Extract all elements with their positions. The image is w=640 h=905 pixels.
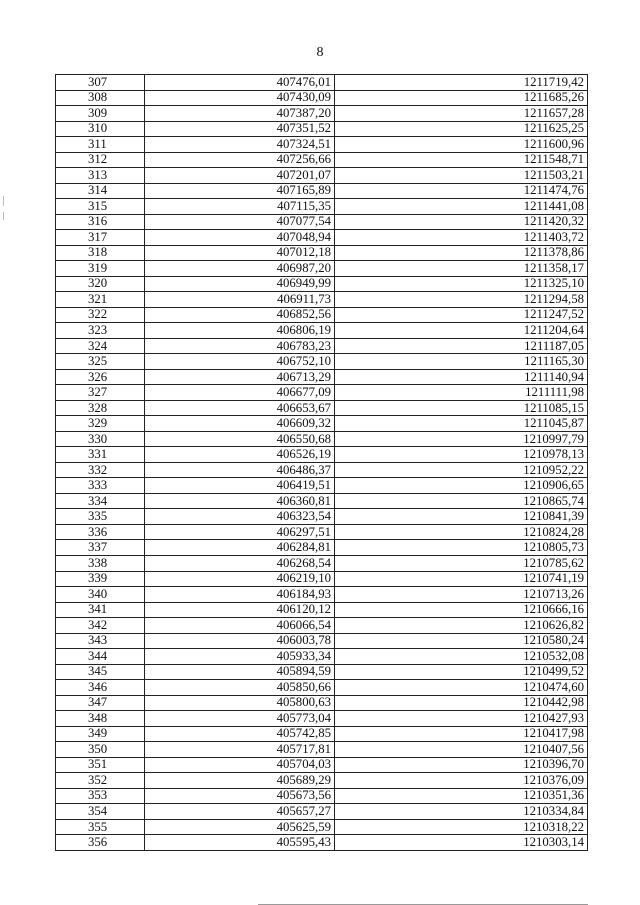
- y-coordinate-cell: 1210824,28: [335, 524, 588, 540]
- y-coordinate-cell: 1210351,36: [335, 788, 588, 804]
- point-number-cell: 344: [56, 649, 145, 665]
- x-coordinate-cell: 405625,59: [145, 819, 335, 835]
- x-coordinate-cell: 407048,94: [145, 230, 335, 246]
- page-number: 8: [316, 45, 324, 60]
- table-row: [56, 462, 588, 478]
- table-row: [56, 711, 588, 727]
- y-coordinate-cell: 1210442,98: [335, 695, 588, 711]
- y-coordinate-cell: 1210396,70: [335, 757, 588, 773]
- table-row: [56, 385, 588, 401]
- y-coordinate-cell: 1210997,79: [335, 431, 588, 447]
- point-number-cell: 352: [56, 773, 145, 789]
- table-row: [56, 509, 588, 525]
- x-coordinate-cell: 405673,56: [145, 788, 335, 804]
- x-coordinate-cell: 406486,37: [145, 462, 335, 478]
- x-coordinate-cell: 405773,04: [145, 711, 335, 727]
- y-coordinate-cell: 1211085,15: [335, 400, 588, 416]
- point-number-cell: 341: [56, 602, 145, 618]
- x-coordinate-cell: 406609,32: [145, 416, 335, 432]
- point-number-cell: 333: [56, 478, 145, 494]
- table-row: [56, 137, 588, 153]
- table-row: [56, 276, 588, 292]
- point-number-cell: 354: [56, 804, 145, 820]
- x-coordinate-cell: 407077,54: [145, 214, 335, 230]
- x-coordinate-cell: 406987,20: [145, 261, 335, 277]
- point-number-cell: 349: [56, 726, 145, 742]
- y-coordinate-cell: 1210666,16: [335, 602, 588, 618]
- y-coordinate-cell: 1210580,24: [335, 633, 588, 649]
- point-number-cell: 313: [56, 168, 145, 184]
- x-coordinate-cell: 406526,19: [145, 447, 335, 463]
- x-coordinate-cell: 407165,89: [145, 183, 335, 199]
- table-row: [56, 75, 588, 91]
- y-coordinate-cell: 1211600,96: [335, 137, 588, 153]
- y-coordinate-cell: 1211294,58: [335, 292, 588, 308]
- y-coordinate-cell: 1211719,42: [335, 75, 588, 91]
- x-coordinate-cell: 407430,09: [145, 90, 335, 106]
- table-row: [56, 230, 588, 246]
- y-coordinate-cell: 1211657,28: [335, 106, 588, 122]
- x-coordinate-cell: 406852,56: [145, 307, 335, 323]
- x-coordinate-cell: 405800,63: [145, 695, 335, 711]
- table-row: [56, 835, 588, 851]
- x-coordinate-cell: 406066,54: [145, 618, 335, 634]
- coordinates-table: [55, 74, 588, 851]
- table-row: [56, 757, 588, 773]
- table-row: [56, 587, 588, 603]
- x-coordinate-cell: 406360,81: [145, 493, 335, 509]
- point-number-cell: 329: [56, 416, 145, 432]
- x-coordinate-cell: 407201,07: [145, 168, 335, 184]
- y-coordinate-cell: 1210741,19: [335, 571, 588, 587]
- point-number-cell: 322: [56, 307, 145, 323]
- point-number-cell: 327: [56, 385, 145, 401]
- table-row: [56, 183, 588, 199]
- table-row: [56, 819, 588, 835]
- x-coordinate-cell: 405742,85: [145, 726, 335, 742]
- table-row: [56, 168, 588, 184]
- table-row: [56, 152, 588, 168]
- y-coordinate-cell: 1210952,22: [335, 462, 588, 478]
- table-row: [56, 695, 588, 711]
- y-coordinate-cell: 1210626,82: [335, 618, 588, 634]
- x-coordinate-cell: 406677,09: [145, 385, 335, 401]
- y-coordinate-cell: 1211403,72: [335, 230, 588, 246]
- y-coordinate-cell: 1210805,73: [335, 540, 588, 556]
- table-row: [56, 618, 588, 634]
- x-coordinate-cell: 405704,03: [145, 757, 335, 773]
- x-coordinate-cell: 407324,51: [145, 137, 335, 153]
- y-coordinate-cell: 1210865,74: [335, 493, 588, 509]
- point-number-cell: 312: [56, 152, 145, 168]
- table-row: [56, 664, 588, 680]
- table-row: [56, 261, 588, 277]
- point-number-cell: 338: [56, 555, 145, 571]
- table-row: [56, 369, 588, 385]
- table-row: [56, 245, 588, 261]
- y-coordinate-cell: 1211165,30: [335, 354, 588, 370]
- table-row: [56, 649, 588, 665]
- x-coordinate-cell: 406284,81: [145, 540, 335, 556]
- table-row: [56, 447, 588, 463]
- point-number-cell: 324: [56, 338, 145, 354]
- scan-margin-mark: [3, 212, 4, 220]
- point-number-cell: 330: [56, 431, 145, 447]
- table-row: [56, 431, 588, 447]
- x-coordinate-cell: 405657,27: [145, 804, 335, 820]
- table-row: [56, 726, 588, 742]
- y-coordinate-cell: 1211420,32: [335, 214, 588, 230]
- table-row: [56, 121, 588, 137]
- x-coordinate-cell: 406949,99: [145, 276, 335, 292]
- y-coordinate-cell: 1210427,93: [335, 711, 588, 727]
- point-number-cell: 343: [56, 633, 145, 649]
- y-coordinate-cell: 1211685,26: [335, 90, 588, 106]
- table-row: [56, 106, 588, 122]
- table-row: [56, 680, 588, 696]
- point-number-cell: 348: [56, 711, 145, 727]
- point-number-cell: 351: [56, 757, 145, 773]
- x-coordinate-cell: 405717,81: [145, 742, 335, 758]
- x-coordinate-cell: 407012,18: [145, 245, 335, 261]
- y-coordinate-cell: 1210303,14: [335, 835, 588, 851]
- point-number-cell: 310: [56, 121, 145, 137]
- y-coordinate-cell: 1210318,22: [335, 819, 588, 835]
- table-row: [56, 633, 588, 649]
- point-number-cell: 339: [56, 571, 145, 587]
- y-coordinate-cell: 1211140,94: [335, 369, 588, 385]
- table-row: [56, 742, 588, 758]
- point-number-cell: 320: [56, 276, 145, 292]
- x-coordinate-cell: 406550,68: [145, 431, 335, 447]
- point-number-cell: 356: [56, 835, 145, 851]
- point-number-cell: 346: [56, 680, 145, 696]
- table-row: [56, 338, 588, 354]
- table-row: [56, 400, 588, 416]
- scan-margin-mark: [3, 196, 4, 206]
- point-number-cell: 307: [56, 75, 145, 91]
- x-coordinate-cell: 405689,29: [145, 773, 335, 789]
- y-coordinate-cell: 1211503,21: [335, 168, 588, 184]
- y-coordinate-cell: 1210417,98: [335, 726, 588, 742]
- table-row: [56, 214, 588, 230]
- table-row: [56, 602, 588, 618]
- x-coordinate-cell: 405850,66: [145, 680, 335, 696]
- y-coordinate-cell: 1211378,86: [335, 245, 588, 261]
- table-row: [56, 571, 588, 587]
- point-number-cell: 316: [56, 214, 145, 230]
- y-coordinate-cell: 1210978,13: [335, 447, 588, 463]
- table-row: [56, 292, 588, 308]
- x-coordinate-cell: 405894,59: [145, 664, 335, 680]
- table-row: [56, 788, 588, 804]
- point-number-cell: 323: [56, 323, 145, 339]
- point-number-cell: 355: [56, 819, 145, 835]
- point-number-cell: 318: [56, 245, 145, 261]
- y-coordinate-cell: 1211474,76: [335, 183, 588, 199]
- y-coordinate-cell: 1211325,10: [335, 276, 588, 292]
- point-number-cell: 332: [56, 462, 145, 478]
- table-row: [56, 478, 588, 494]
- x-coordinate-cell: 406806,19: [145, 323, 335, 339]
- x-coordinate-cell: 406911,73: [145, 292, 335, 308]
- point-number-cell: 326: [56, 369, 145, 385]
- point-number-cell: 337: [56, 540, 145, 556]
- y-coordinate-cell: 1211441,08: [335, 199, 588, 215]
- point-number-cell: 314: [56, 183, 145, 199]
- y-coordinate-cell: 1211204,64: [335, 323, 588, 339]
- y-coordinate-cell: 1211625,25: [335, 121, 588, 137]
- y-coordinate-cell: 1211111,98: [335, 385, 588, 401]
- table-row: [56, 773, 588, 789]
- point-number-cell: 319: [56, 261, 145, 277]
- x-coordinate-cell: 407387,20: [145, 106, 335, 122]
- x-coordinate-cell: 407256,66: [145, 152, 335, 168]
- y-coordinate-cell: 1210407,56: [335, 742, 588, 758]
- x-coordinate-cell: 406219,10: [145, 571, 335, 587]
- coordinates-table-body: [56, 75, 588, 851]
- table-row: [56, 524, 588, 540]
- table-row: [56, 354, 588, 370]
- point-number-cell: 308: [56, 90, 145, 106]
- point-number-cell: 336: [56, 524, 145, 540]
- table-row: [56, 90, 588, 106]
- y-coordinate-cell: 1211187,05: [335, 338, 588, 354]
- x-coordinate-cell: 406323,54: [145, 509, 335, 525]
- y-coordinate-cell: 1211045,87: [335, 416, 588, 432]
- x-coordinate-cell: 406783,23: [145, 338, 335, 354]
- x-coordinate-cell: 406268,54: [145, 555, 335, 571]
- point-number-cell: 340: [56, 587, 145, 603]
- table-row: [56, 323, 588, 339]
- table-row: [56, 540, 588, 556]
- table-row: [56, 307, 588, 323]
- x-coordinate-cell: 406120,12: [145, 602, 335, 618]
- x-coordinate-cell: 407476,01: [145, 75, 335, 91]
- table-row: [56, 493, 588, 509]
- point-number-cell: 342: [56, 618, 145, 634]
- y-coordinate-cell: 1210713,26: [335, 587, 588, 603]
- y-coordinate-cell: 1210474,60: [335, 680, 588, 696]
- y-coordinate-cell: 1211247,52: [335, 307, 588, 323]
- point-number-cell: 345: [56, 664, 145, 680]
- table-row: [56, 555, 588, 571]
- y-coordinate-cell: 1211548,71: [335, 152, 588, 168]
- x-coordinate-cell: 406653,67: [145, 400, 335, 416]
- table-row: [56, 416, 588, 432]
- y-coordinate-cell: 1211358,17: [335, 261, 588, 277]
- point-number-cell: 325: [56, 354, 145, 370]
- table-row: [56, 804, 588, 820]
- point-number-cell: 331: [56, 447, 145, 463]
- x-coordinate-cell: 406752,10: [145, 354, 335, 370]
- point-number-cell: 317: [56, 230, 145, 246]
- x-coordinate-cell: 405595,43: [145, 835, 335, 851]
- x-coordinate-cell: 406713,29: [145, 369, 335, 385]
- point-number-cell: 311: [56, 137, 145, 153]
- x-coordinate-cell: 407115,35: [145, 199, 335, 215]
- point-number-cell: 328: [56, 400, 145, 416]
- x-coordinate-cell: 406184,93: [145, 587, 335, 603]
- x-coordinate-cell: 407351,52: [145, 121, 335, 137]
- point-number-cell: 309: [56, 106, 145, 122]
- y-coordinate-cell: 1210376,09: [335, 773, 588, 789]
- point-number-cell: 350: [56, 742, 145, 758]
- point-number-cell: 335: [56, 509, 145, 525]
- point-number-cell: 353: [56, 788, 145, 804]
- point-number-cell: 347: [56, 695, 145, 711]
- y-coordinate-cell: 1210785,62: [335, 555, 588, 571]
- y-coordinate-cell: 1210532,08: [335, 649, 588, 665]
- y-coordinate-cell: 1210841,39: [335, 509, 588, 525]
- table-row: [56, 199, 588, 215]
- x-coordinate-cell: 406003,78: [145, 633, 335, 649]
- y-coordinate-cell: 1210334,84: [335, 804, 588, 820]
- x-coordinate-cell: 405933,34: [145, 649, 335, 665]
- point-number-cell: 334: [56, 493, 145, 509]
- y-coordinate-cell: 1210499,52: [335, 664, 588, 680]
- x-coordinate-cell: 406419,51: [145, 478, 335, 494]
- point-number-cell: 321: [56, 292, 145, 308]
- x-coordinate-cell: 406297,51: [145, 524, 335, 540]
- point-number-cell: 315: [56, 199, 145, 215]
- y-coordinate-cell: 1210906,65: [335, 478, 588, 494]
